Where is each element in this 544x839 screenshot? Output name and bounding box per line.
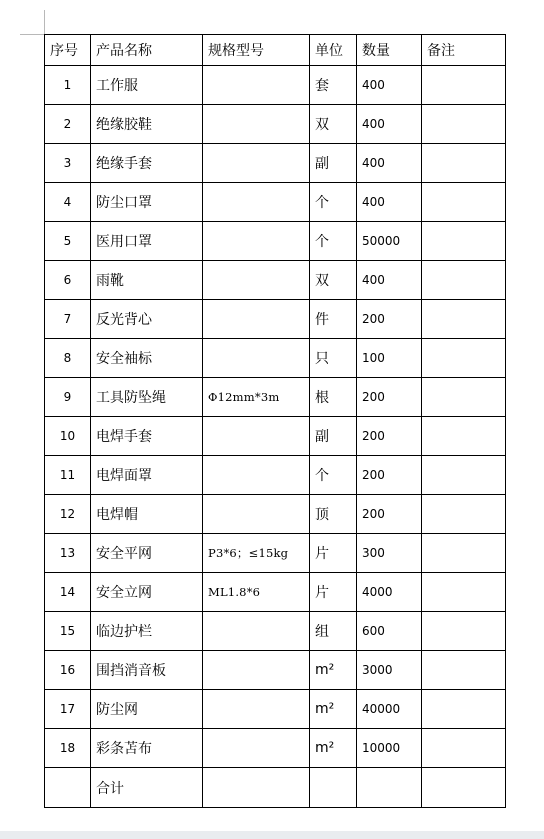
table-row — [45, 300, 506, 339]
row-no-cell: 11 — [45, 456, 91, 495]
crop-mark-horizontal — [20, 34, 44, 35]
row-note-cell — [422, 300, 506, 339]
row-unit-cell: 双 — [310, 261, 357, 300]
total-no-cell — [45, 768, 91, 808]
header-no: 序号 — [45, 35, 91, 66]
row-spec-cell — [203, 144, 310, 183]
row-no-cell: 7 — [45, 300, 91, 339]
row-note-cell — [422, 339, 506, 378]
row-note-cell — [422, 144, 506, 183]
row-spec-cell — [203, 183, 310, 222]
row-qty-cell: 200 — [357, 378, 422, 417]
header-note: 备注 — [422, 35, 506, 66]
row-no-cell: 12 — [45, 495, 91, 534]
table-row — [45, 66, 506, 105]
row-qty-cell: 200 — [357, 456, 422, 495]
row-name-cell: 绝缘手套 — [91, 144, 203, 183]
row-unit-cell: 套 — [310, 66, 357, 105]
row-qty-cell: 400 — [357, 261, 422, 300]
row-name-cell: 安全平网 — [91, 534, 203, 573]
row-spec-cell: Φ12mm*3m — [203, 378, 310, 417]
row-qty-cell: 600 — [357, 612, 422, 651]
row-no-cell: 5 — [45, 222, 91, 261]
table-row — [45, 651, 506, 690]
row-no-cell: 6 — [45, 261, 91, 300]
row-note-cell — [422, 651, 506, 690]
table-row — [45, 729, 506, 768]
row-note-cell — [422, 612, 506, 651]
row-qty-cell: 200 — [357, 300, 422, 339]
product-spec-table — [44, 34, 506, 808]
table-row — [45, 222, 506, 261]
row-note-cell — [422, 105, 506, 144]
row-unit-cell: 个 — [310, 222, 357, 261]
row-spec-cell — [203, 729, 310, 768]
row-name-cell: 围挡消音板 — [91, 651, 203, 690]
table-row — [45, 378, 506, 417]
row-unit-cell: 片 — [310, 534, 357, 573]
header-unit: 单位 — [310, 35, 357, 66]
row-no-cell: 3 — [45, 144, 91, 183]
row-no-cell: 14 — [45, 573, 91, 612]
row-name-cell: 安全袖标 — [91, 339, 203, 378]
row-note-cell — [422, 378, 506, 417]
table-row — [45, 495, 506, 534]
row-note-cell — [422, 417, 506, 456]
row-qty-cell: 400 — [357, 183, 422, 222]
row-name-cell: 工作服 — [91, 66, 203, 105]
row-unit-cell: 个 — [310, 183, 357, 222]
row-note-cell — [422, 573, 506, 612]
total-label: 合计 — [91, 768, 203, 808]
row-no-cell: 16 — [45, 651, 91, 690]
row-name-cell: 彩条苫布 — [91, 729, 203, 768]
row-spec-cell — [203, 300, 310, 339]
row-no-cell: 10 — [45, 417, 91, 456]
row-spec-cell — [203, 222, 310, 261]
row-name-cell: 电焊手套 — [91, 417, 203, 456]
row-no-cell: 1 — [45, 66, 91, 105]
row-spec-cell: ML1.8*6 — [203, 573, 310, 612]
row-unit-cell: 副 — [310, 417, 357, 456]
row-unit-cell: m² — [310, 690, 357, 729]
row-qty-cell: 200 — [357, 495, 422, 534]
row-spec-cell — [203, 261, 310, 300]
row-qty-cell: 10000 — [357, 729, 422, 768]
row-qty-cell: 40000 — [357, 690, 422, 729]
row-name-cell: 雨靴 — [91, 261, 203, 300]
row-name-cell: 电焊帽 — [91, 495, 203, 534]
table-header-row — [45, 35, 506, 66]
row-name-cell: 安全立网 — [91, 573, 203, 612]
crop-mark-vertical — [44, 10, 45, 34]
row-name-cell: 临边护栏 — [91, 612, 203, 651]
row-spec-cell — [203, 456, 310, 495]
row-spec-cell — [203, 612, 310, 651]
table-row — [45, 261, 506, 300]
table-row — [45, 573, 506, 612]
row-qty-cell: 400 — [357, 144, 422, 183]
row-note-cell — [422, 66, 506, 105]
row-qty-cell: 400 — [357, 66, 422, 105]
table-row — [45, 417, 506, 456]
table-row — [45, 339, 506, 378]
table-row — [45, 105, 506, 144]
bottom-scroll-strip — [0, 831, 544, 839]
row-note-cell — [422, 183, 506, 222]
row-unit-cell: m² — [310, 651, 357, 690]
table-row — [45, 183, 506, 222]
row-unit-cell: 只 — [310, 339, 357, 378]
row-name-cell: 绝缘胶鞋 — [91, 105, 203, 144]
row-unit-cell: 顶 — [310, 495, 357, 534]
row-spec-cell — [203, 651, 310, 690]
row-note-cell — [422, 690, 506, 729]
row-note-cell — [422, 261, 506, 300]
row-note-cell — [422, 495, 506, 534]
row-no-cell: 2 — [45, 105, 91, 144]
row-spec-cell — [203, 66, 310, 105]
row-no-cell: 15 — [45, 612, 91, 651]
row-name-cell: 反光背心 — [91, 300, 203, 339]
header-qty: 数量 — [357, 35, 422, 66]
table-row — [45, 534, 506, 573]
total-unit-cell — [310, 768, 357, 808]
row-unit-cell: 片 — [310, 573, 357, 612]
row-spec-cell — [203, 690, 310, 729]
row-no-cell: 8 — [45, 339, 91, 378]
row-spec-cell — [203, 495, 310, 534]
total-qty-cell — [357, 768, 422, 808]
row-unit-cell: 个 — [310, 456, 357, 495]
header-name: 产品名称 — [91, 35, 203, 66]
row-unit-cell: 副 — [310, 144, 357, 183]
row-note-cell — [422, 729, 506, 768]
table-row — [45, 612, 506, 651]
row-qty-cell: 100 — [357, 339, 422, 378]
row-no-cell: 17 — [45, 690, 91, 729]
row-name-cell: 防尘网 — [91, 690, 203, 729]
row-unit-cell: 根 — [310, 378, 357, 417]
table-row — [45, 690, 506, 729]
row-qty-cell: 200 — [357, 417, 422, 456]
table-body — [45, 66, 506, 808]
total-spec-cell — [203, 768, 310, 808]
row-spec-cell: P3*6；≤15kg — [203, 534, 310, 573]
row-name-cell: 工具防坠绳 — [91, 378, 203, 417]
row-name-cell: 防尘口罩 — [91, 183, 203, 222]
row-no-cell: 18 — [45, 729, 91, 768]
row-name-cell: 电焊面罩 — [91, 456, 203, 495]
row-qty-cell: 4000 — [357, 573, 422, 612]
row-spec-cell — [203, 339, 310, 378]
row-unit-cell: 件 — [310, 300, 357, 339]
row-unit-cell: m² — [310, 729, 357, 768]
row-spec-cell — [203, 105, 310, 144]
total-note-cell — [422, 768, 506, 808]
row-note-cell — [422, 456, 506, 495]
row-no-cell: 4 — [45, 183, 91, 222]
header-spec: 规格型号 — [203, 35, 310, 66]
row-qty-cell: 3000 — [357, 651, 422, 690]
row-spec-cell — [203, 417, 310, 456]
row-note-cell — [422, 534, 506, 573]
table-row — [45, 456, 506, 495]
row-unit-cell: 组 — [310, 612, 357, 651]
row-qty-cell: 50000 — [357, 222, 422, 261]
row-qty-cell: 300 — [357, 534, 422, 573]
row-note-cell — [422, 222, 506, 261]
total-row — [45, 768, 506, 808]
row-name-cell: 医用口罩 — [91, 222, 203, 261]
row-no-cell: 9 — [45, 378, 91, 417]
table-row — [45, 144, 506, 183]
row-qty-cell: 400 — [357, 105, 422, 144]
row-no-cell: 13 — [45, 534, 91, 573]
row-unit-cell: 双 — [310, 105, 357, 144]
